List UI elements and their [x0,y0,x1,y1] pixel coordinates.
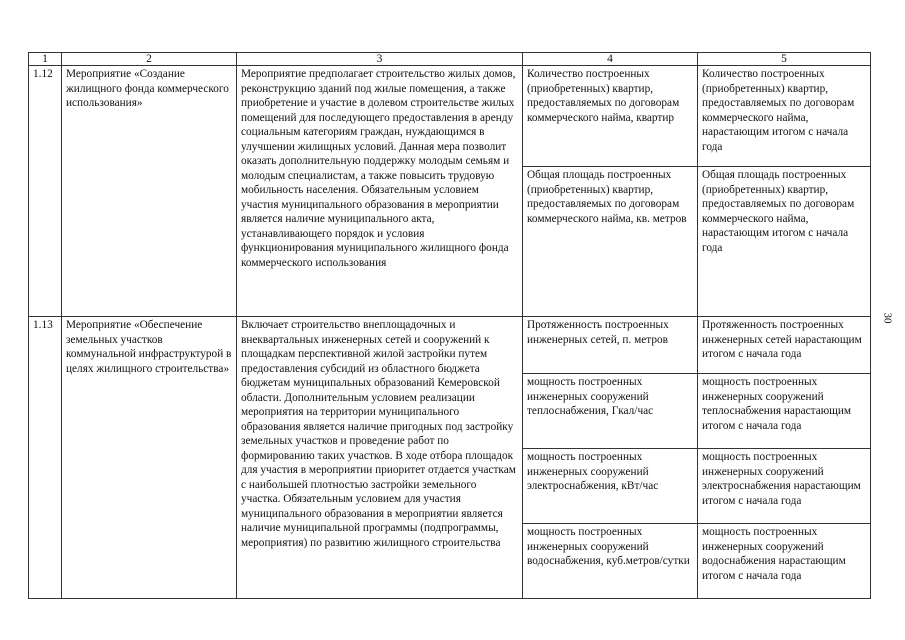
header-col-4: 4 [523,53,698,66]
indicator: Протяженность построенных инженерных сетей, п. метров [523,317,698,374]
indicator-calculation: мощность построенных инженерных сооружений теплоснабжения нарастающим итогом с начала года [698,374,871,449]
measure-name: Мероприятие «Создание жилищного фонда коммерческого использования» [62,66,237,317]
measure-name: Мероприятие «Обеспечение земельных участков коммунальной инфраструктурой в целях жилищного строительства» [62,317,237,599]
indicator-calculation: Общая площадь построенных (приобретенных) квартир, предоставляемых по договорам коммерческого найма, нарастающим итогом с начала года [698,167,871,317]
header-col-3: 3 [237,53,523,66]
measures-table [28,52,871,599]
table-row [29,66,871,167]
table-row [29,317,871,374]
indicator: мощность построенных инженерных сооружений водоснабжения, куб.метров/сутки [523,524,698,599]
header-col-5: 5 [698,53,871,66]
indicator: Количество построенных (приобретенных) квартир, предоставляемых по договорам коммерческого найма, квартир [523,66,698,167]
indicator-calculation: Протяженность построенных инженерных сетей нарастающим итогом с начала года [698,317,871,374]
header-col-1: 1 [29,53,62,66]
indicator-calculation: мощность построенных инженерных сооружений водоснабжения нарастающим итогом с начала года [698,524,871,599]
indicator: мощность построенных инженерных сооружений электроснабжения, кВт/час [523,449,698,524]
row-number: 1.12 [29,66,62,317]
measure-description: Мероприятие предполагает строительство жилых домов, реконструкцию зданий под жилые помещения, а также приобретение и участие в долевом строительстве жилых помещений для последующего предоставления в аренду социальным категориям граждан, нуждающимся в улучшении жилищных условий. Данная мера позволит оказать дополнительную поддержку молодым семьям и молодым специалистам, а также повысить трудовую мобильность населения. Обязательным условием участия муниципального образования в мероприятии является наличие муниципального акта, устанавливающего порядок и условия функционирования муниципального жилищного фонда коммерческого использования [237,66,523,317]
indicator-calculation: Количество построенных (приобретенных) квартир, предоставляемых по договорам коммерческого найма, нарастающим итогом с начала года [698,66,871,167]
indicator: мощность построенных инженерных сооружений теплоснабжения, Гкал/час [523,374,698,449]
indicator: Общая площадь построенных (приобретенных) квартир, предоставляемых по договорам коммерческого найма, кв. метров [523,167,698,317]
row-number: 1.13 [29,317,62,599]
header-col-2: 2 [62,53,237,66]
header-row [29,53,871,66]
page-number: 30 [881,312,894,324]
indicator-calculation: мощность построенных инженерных сооружений электроснабжения нарастающим итогом с начала года [698,449,871,524]
measure-description: Включает строительство внеплощадочных и внеквартальных инженерных сетей и сооружений к площадкам перспективной жилой застройки путем предоставления субсидий из областного бюджета бюджетам муниципальных образований Кемеровской области. Дополнительным условием реализации мероприятия на территории муниципального образования является наличие пригодных под застройку земельных участков и проведение работ по формированию таких участков. В ходе отбора площадок для участия в мероприятии приоритет отдается участкам с наибольшей плотностью застройки земельного участка. Обязательным условием для участия муниципального образования в мероприятии является наличие муниципальной программы (подпрограммы, мероприятия) по развитию жилищного строительства [237,317,523,599]
